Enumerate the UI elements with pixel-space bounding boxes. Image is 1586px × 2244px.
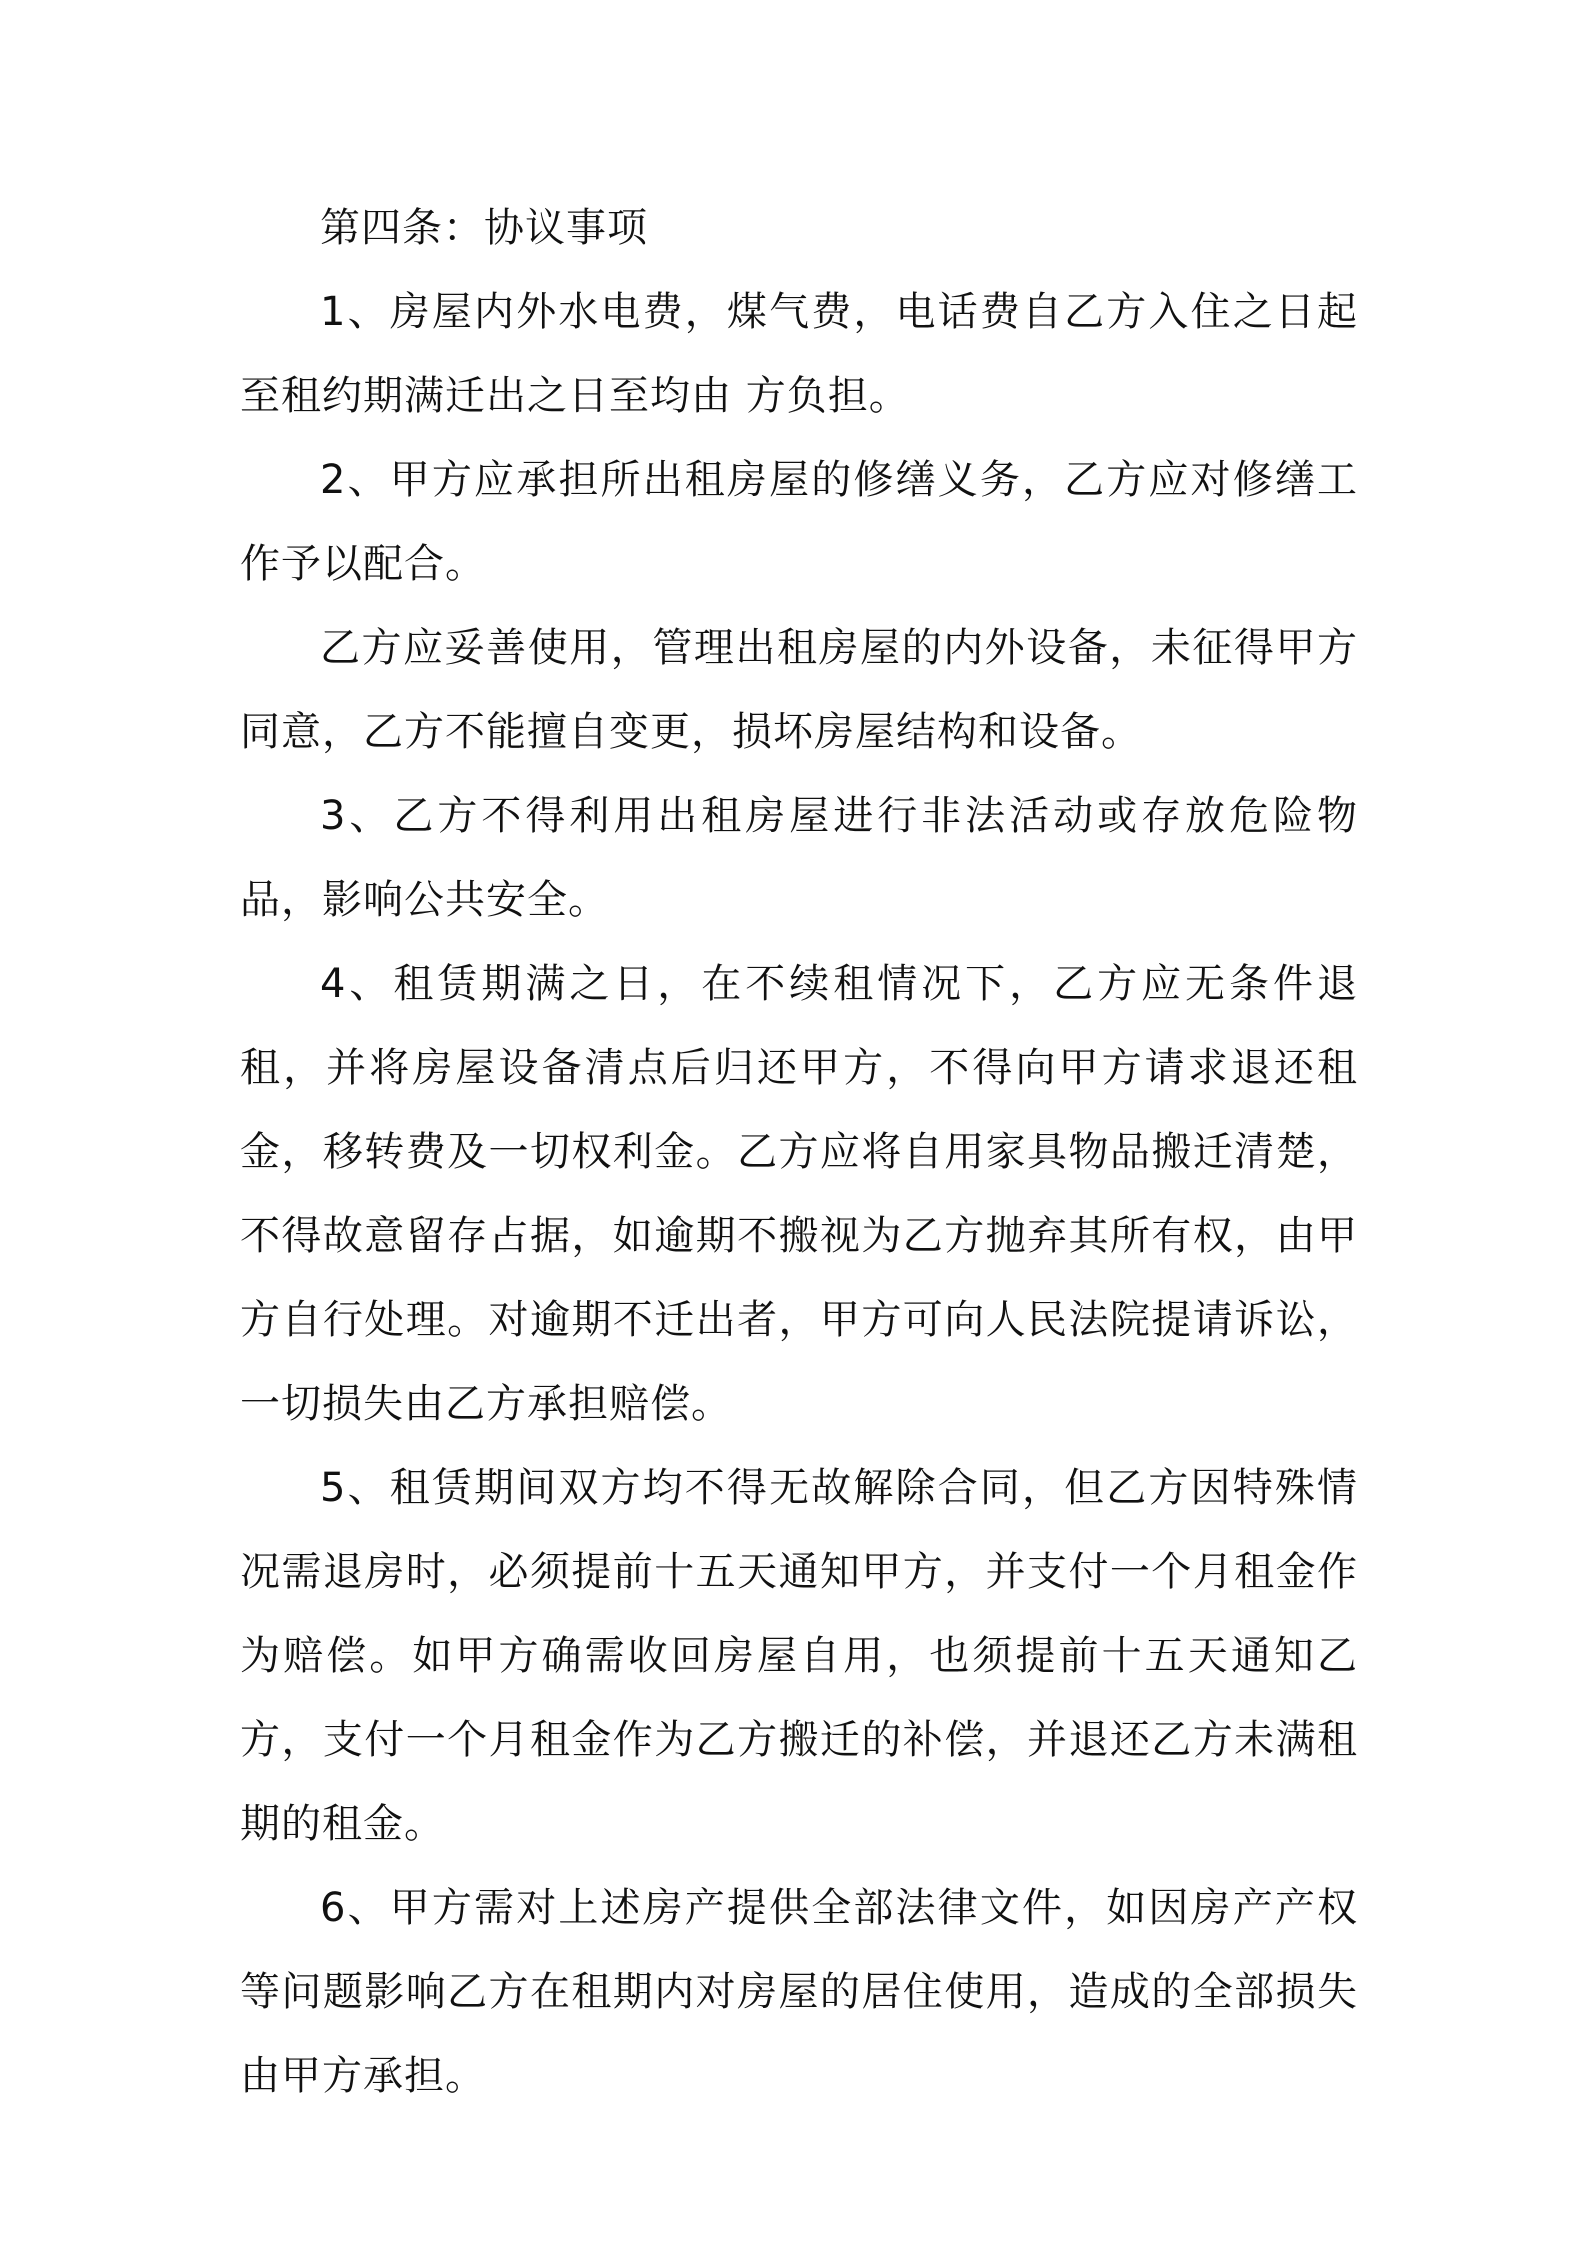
article-heading: 第四条：协议事项: [320, 205, 648, 251]
clause-4: 4、租赁期满之日，在不续租情况下，乙方应无条件退租，并将房屋设备清点后归还甲方，不得向甲方请求退还租金，移转费及一切权利金。乙方应将自用家具物品搬迁清楚，不得故意留存占据，如逾期不搬视为乙方抛弃其所有权，由甲方自行处理。对逾期不迁出者，甲方可向人民法院提请诉讼，一切损失由乙方承担赔偿。: [240, 961, 1358, 1427]
clause-1: 1、房屋内外水电费，煤气费，电话费自乙方入住之日起至租约期满迁出之日至均由 方负担。: [240, 289, 1358, 419]
clause-3: 3、乙方不得利用出租房屋进行非法活动或存放危险物品，影响公共安全。: [240, 793, 1358, 923]
clause-2: 2、甲方应承担所出租房屋的修缮义务，乙方应对修缮工作予以配合。: [240, 457, 1358, 587]
article-body: [240, 186, 1358, 2118]
clause-2-continued: 乙方应妥善使用，管理出租房屋的内外设备，未征得甲方同意，乙方不能擅自变更，损坏房屋结构和设备。: [240, 625, 1358, 755]
clause-5: 5、租赁期间双方均不得无故解除合同，但乙方因特殊情况需退房时，必须提前十五天通知甲方，并支付一个月租金作为赔偿。如甲方确需收回房屋自用，也须提前十五天通知乙方，支付一个月租金作为乙方搬迁的补偿，并退还乙方未满租期的租金。: [240, 1465, 1358, 1847]
clause-6: 6、甲方需对上述房产提供全部法律文件，如因房产产权等问题影响乙方在租期内对房屋的居住使用，造成的全部损失由甲方承担。: [240, 1885, 1358, 2099]
